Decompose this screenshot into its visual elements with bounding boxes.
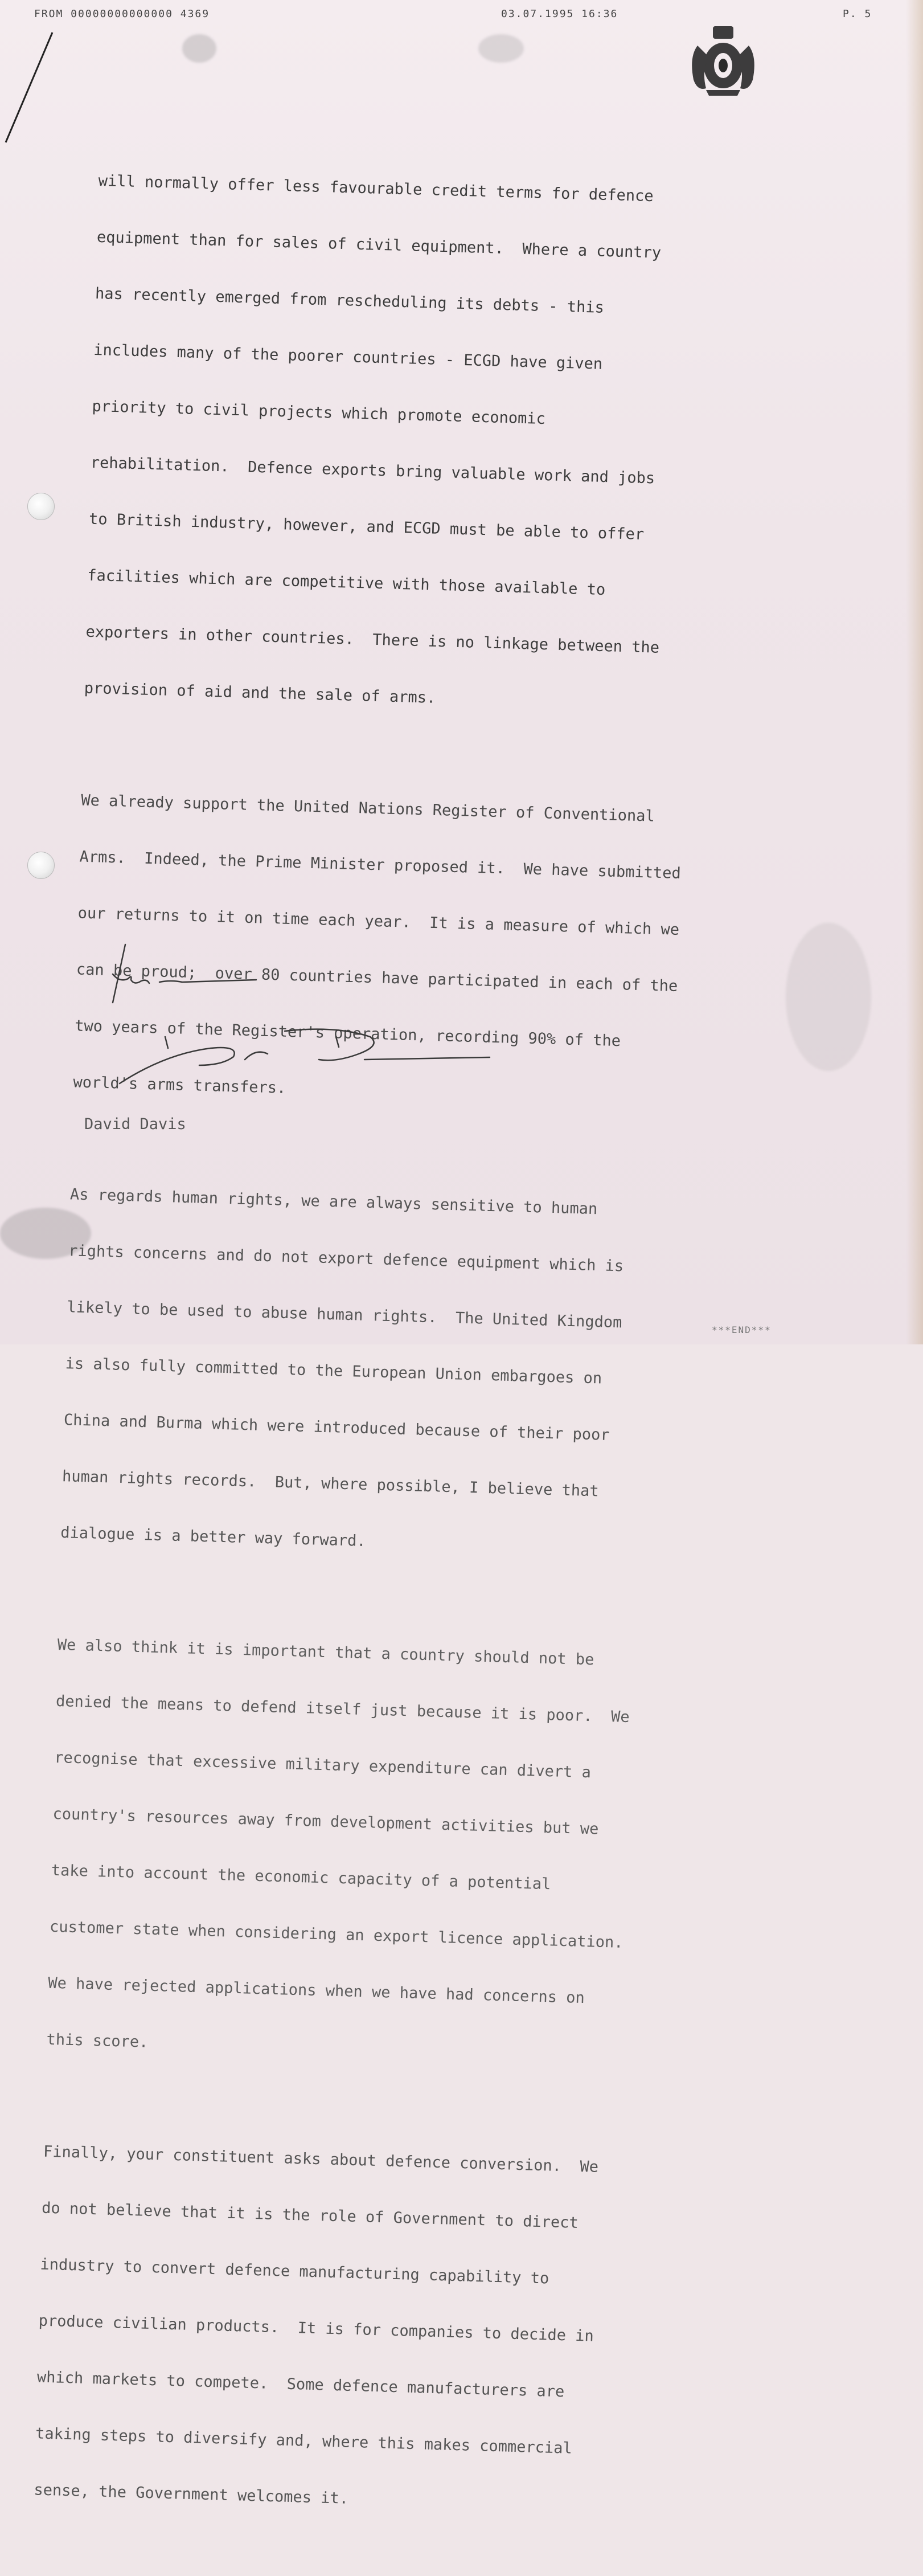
paragraph-credit-terms <box>83 134 840 756</box>
text-line: includes many of the poorer countries - ECGD have given <box>93 341 603 373</box>
punch-hole <box>27 493 55 520</box>
text-line: priority to civil projects which promote economic <box>92 397 546 428</box>
handwritten-signature <box>97 940 524 1099</box>
fax-datetime: 03.07.1995 16:36 <box>501 8 618 20</box>
fax-noise <box>478 34 524 63</box>
text-line: do not believe that it is the role of Government to direct <box>41 2199 579 2232</box>
text-line: We have rejected applications when we have had concerns on <box>47 1974 585 2007</box>
fax-noise <box>182 34 216 63</box>
text-line: is also fully committed to the European Union embargoes on <box>65 1355 602 1388</box>
text-line: likely to be used to abuse human rights. The United Kingdom <box>67 1298 622 1332</box>
text-line: China and Burma which were introduced because of their poor <box>63 1411 610 1444</box>
paragraph-human-rights <box>59 1147 811 1600</box>
text-line: Arms. Indeed, the Prime Minister proposed it. We have submitted <box>79 848 682 883</box>
text-line: world's arms transfers. <box>73 1073 286 1097</box>
text-line: rights concerns and do not export defence equipment which is <box>68 1242 624 1275</box>
fax-header <box>34 8 888 23</box>
text-line: taking steps to diversify and, where this makes commercial <box>35 2424 573 2458</box>
fax-page-number: P. 5 <box>843 8 872 20</box>
text-line: rehabilitation. Defence exports bring valuable work and jobs <box>90 453 655 488</box>
text-line: As regards human rights, we are always sensitive to human <box>69 1185 598 1219</box>
text-line: dialogue is a better way forward. <box>60 1524 367 1551</box>
fax-sender-line: FROM 00000000000000 4369 <box>34 8 210 20</box>
text-line: country's resources away from development activities but we <box>52 1805 599 1838</box>
text-line: equipment than for sales of civil equipment. Where a country <box>96 228 662 262</box>
text-line: this score. <box>46 2030 149 2051</box>
text-line: provision of aid and the sale of arms. <box>84 679 436 707</box>
text-line: take into account the economic capacity of a potential <box>51 1861 551 1894</box>
royal-crest-icon <box>666 23 780 97</box>
text-line: two years of the Register's operation, recording 90% of the <box>74 1017 621 1050</box>
text-line: facilities which are competitive with those available to <box>87 566 606 599</box>
text-line: We also think it is important that a country should not be <box>57 1635 594 1669</box>
paragraph-defence-means <box>45 1598 798 2107</box>
text-line: sense, the Government welcomes it. <box>34 2481 349 2508</box>
paragraph-defence-conversion <box>32 2105 785 2558</box>
signatory-name: David Davis <box>84 1115 186 1133</box>
text-line: exporters in other countries. There is no linkage between the <box>85 623 660 657</box>
text-line: our returns to it on time each year. It is a measure of which we <box>77 904 680 939</box>
text-line: human rights records. But, where possible, I believe that <box>61 1467 600 1500</box>
text-line: denied the means to defend itself just because it is poor. We <box>55 1692 630 1727</box>
text-line: industry to convert defence manufacturing capability to <box>40 2255 549 2288</box>
margin-pen-stroke <box>0 31 57 145</box>
text-line: which markets to compete. Some defence manufacturers are <box>36 2368 565 2401</box>
fax-end-marker: ***END*** <box>712 1324 772 1335</box>
text-line: customer state when considering an export licence application. <box>49 1917 623 1952</box>
letter-body <box>32 134 839 2576</box>
text-line: has recently emerged from rescheduling its debts - this <box>95 284 605 317</box>
text-line: to British industry, however, and ECGD must be able to offer <box>88 510 645 543</box>
text-line: will normally offer less favourable credit terms for defence <box>98 171 654 206</box>
text-line: We already support the United Nations Register of Conventional <box>80 791 655 825</box>
text-line: produce civilian products. It is for companies to decide in <box>38 2312 594 2345</box>
punch-hole <box>27 852 55 879</box>
text-line: Finally, your constituent asks about defence conversion. We <box>43 2142 599 2176</box>
text-line: can be proud; over 80 countries have participated in each of the <box>76 960 678 995</box>
text-line: recognise that excessive military expenditure can divert a <box>54 1748 592 1782</box>
